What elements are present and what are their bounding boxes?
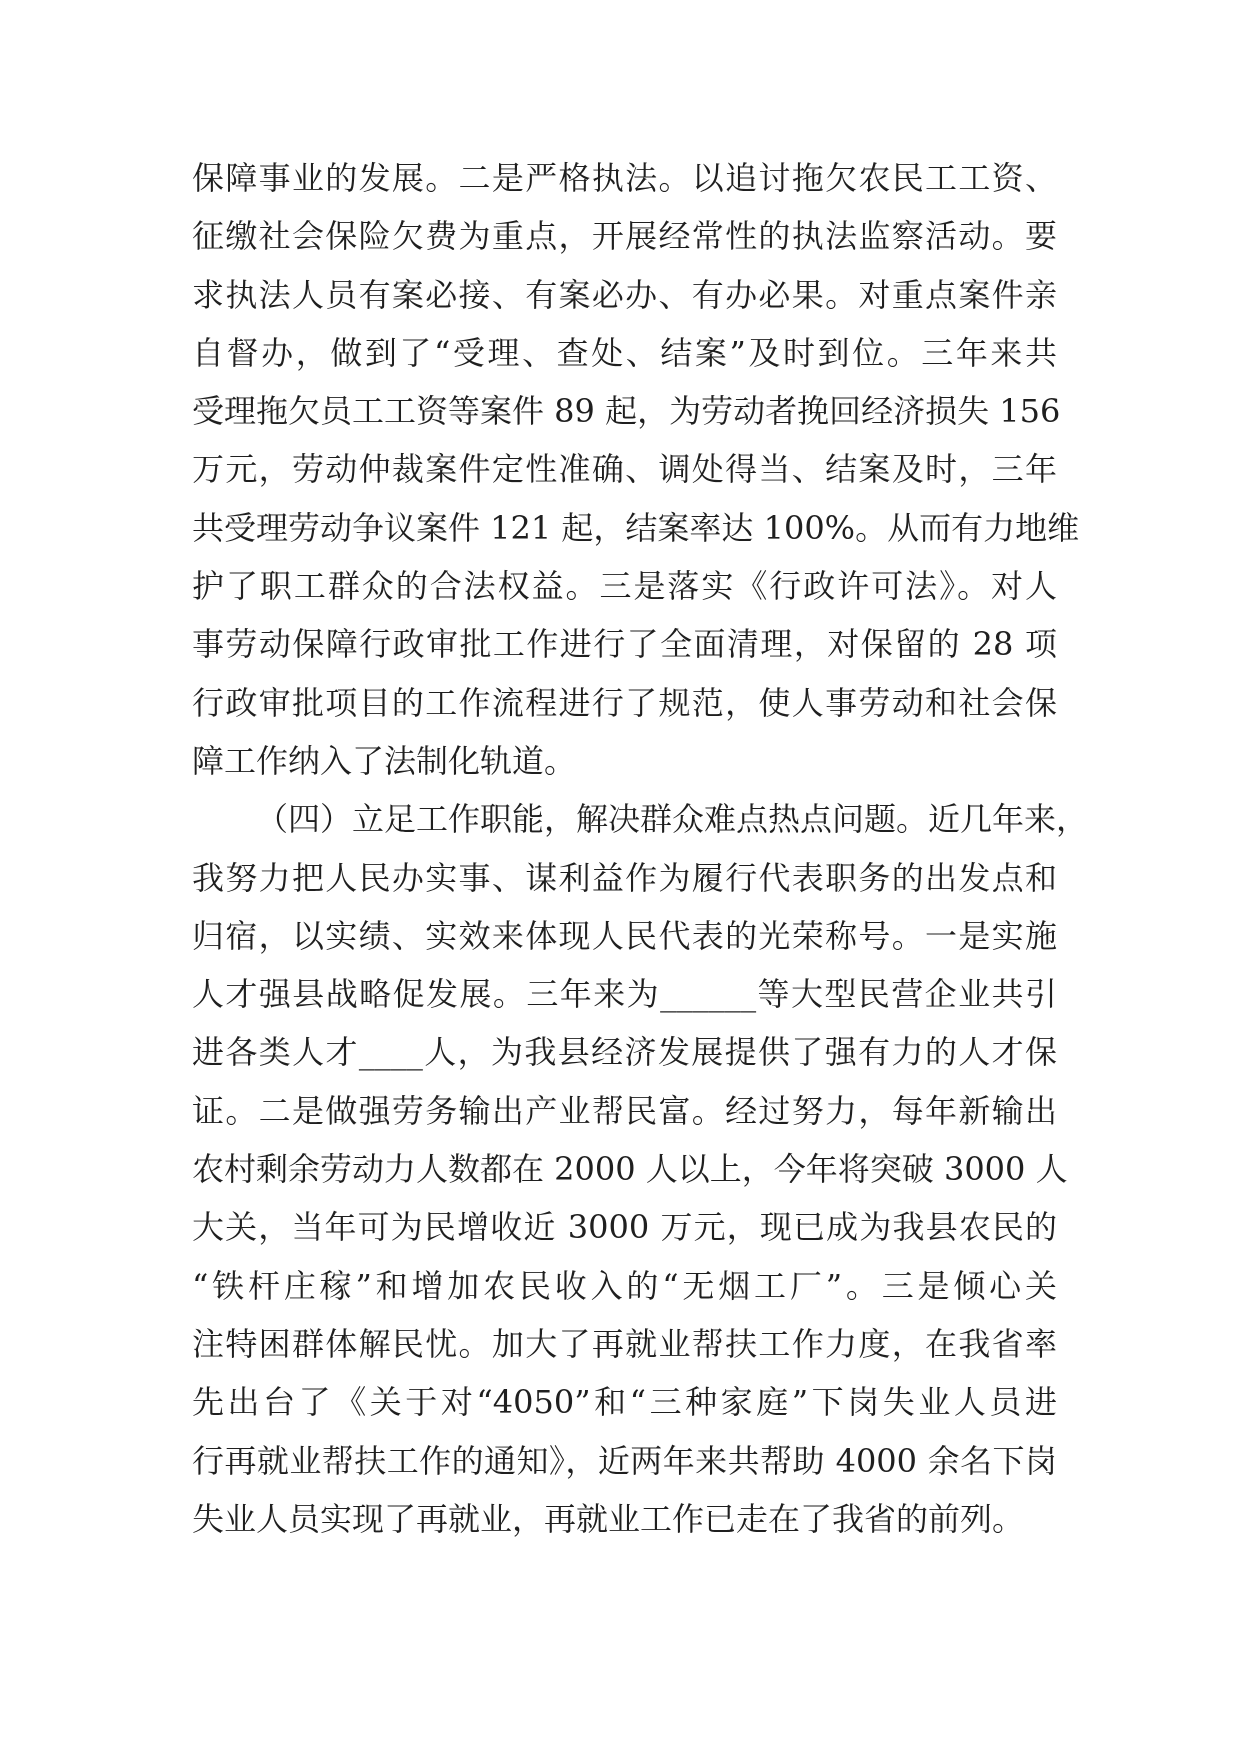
text-line: 我努力把人民办实事、谋利益作为履行代表职务的出发点和 (192, 858, 1057, 897)
text-line: 归宿，以实绩、实效来体现人民代表的光荣称号。一是实施 (192, 916, 1057, 955)
paragraph-end-line: 失业人员实现了再就业，再就业工作已走在了我省的前列。 (192, 1499, 1025, 1538)
text-line: 万元，劳动仲裁案件定性准确、调处得当、结案及时，三年 (192, 450, 1057, 489)
text-line: 大关，当年可为民增收近 3000 万元，现已成为我县农民的 (192, 1208, 1057, 1247)
text-line: 求执法人员有案必接、有案必办、有办必果。对重点案件亲 (192, 275, 1057, 314)
text-line: 证。二是做强劳务输出产业帮民富。经过努力，每年新输出 (192, 1091, 1057, 1130)
text-line: 行政审批项目的工作流程进行了规范，使人事劳动和社会保 (192, 683, 1057, 722)
section-heading-line: （四）立足工作职能，解决群众难点热点问题。近几年来， (256, 800, 1089, 839)
text-line: 征缴社会保险欠费为重点，开展经常性的执法监察活动。要 (192, 217, 1057, 256)
text-line: 护了职工群众的合法权益。三是落实《行政许可法》。对人 (192, 567, 1057, 606)
text-line: 保障事业的发展。二是严格执法。以追讨拖欠农民工工资、 (192, 159, 1057, 197)
text-line: “铁杆庄稼”和增加农民收入的“无烟工厂”。三是倾心关 (192, 1266, 1057, 1305)
text-line: 行再就业帮扶工作的通知》，近两年来共帮助 4000 余名下岗 (192, 1441, 1057, 1480)
paragraph-end-line: 障工作纳入了法制化轨道。 (192, 741, 577, 780)
text-line: 共受理劳动争议案件 121 起，结案率达 100%。从而有力地维 (192, 508, 1080, 547)
body-text (192, 149, 1089, 1548)
text-line: 注特困群体解民忧。加大了再就业帮扶工作力度，在我省率 (192, 1324, 1057, 1363)
text-line: 事劳动保障行政审批工作进行了全面清理，对保留的 28 项 (192, 625, 1057, 664)
text-line: 自督办，做到了“受理、查处、结案”及时到位。三年来共 (192, 333, 1057, 372)
text-line: 受理拖欠员工工资等案件 89 起，为劳动者挽回经济损失 156 (192, 392, 1061, 431)
text-line: 先出台了《关于对“4050”和“三种家庭”下岗失业人员进 (192, 1383, 1057, 1422)
text-line: 进各类人才____人，为我县经济发展提供了强有力的人才保 (192, 1033, 1057, 1072)
text-line: 农村剩余劳动力人数都在 2000 人以上，今年将突破 3000 人 (192, 1150, 1068, 1189)
text-line: 人才强县战略促发展。三年来为______等大型民营企业共引 (192, 975, 1057, 1014)
